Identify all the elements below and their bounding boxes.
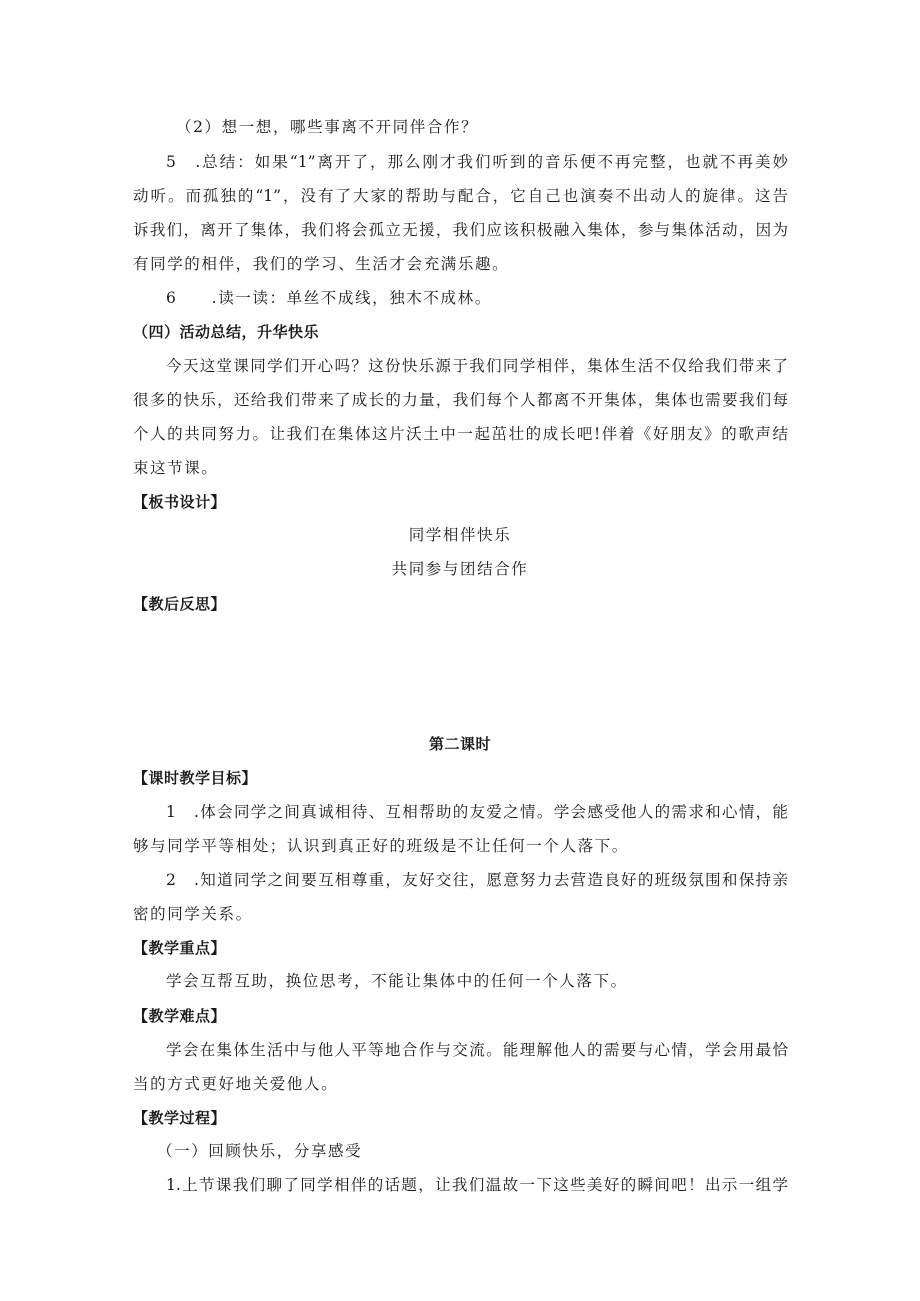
process-heading: 【教学过程】 <box>133 1109 227 1127</box>
reflection-heading: 【教后反思】 <box>133 595 227 613</box>
summary-paragraph-line-4: 束这节课。 <box>133 459 219 477</box>
difficulties-line-2: 当的方式更好地关爱他人。 <box>133 1075 339 1093</box>
difficulties-heading: 【教学难点】 <box>133 1007 227 1025</box>
question-2: （2）想一想，哪些事离不开同伴合作？ <box>176 118 479 136</box>
summary-paragraph-line-1: 今天这堂课同学们开心吗？这份快乐源于我们同学相伴，集体生活不仅给我们带来了 <box>166 357 788 375</box>
summary-step-5-line-4: 有同学的相伴，我们的学习、生活才会充满乐趣。 <box>133 255 510 273</box>
key-points-heading: 【教学重点】 <box>133 939 227 957</box>
read-step-6: 6 .读一读：单丝不成线，独木不成林。 <box>166 289 492 307</box>
board-line-2: 共同参与团结合作 <box>391 560 529 578</box>
summary-paragraph-line-3: 个人的共同努力。让我们在集体这片沃土中一起茁壮的成长吧!伴着《好朋友》的歌声结 <box>133 425 788 443</box>
process-step-1-title: （一）回顾快乐，分享感受 <box>157 1142 363 1160</box>
key-points-text: 学会互帮互助，换位思考，不能让集体中的任何一个人落下。 <box>166 972 628 990</box>
lesson-goals-heading: 【课时教学目标】 <box>133 769 258 787</box>
goal-1-line-2: 够与同学平等相处；认识到真正好的班级是不让任何一个人落下。 <box>133 837 629 855</box>
board-design-heading: 【板书设计】 <box>133 493 227 511</box>
summary-step-5-line-2: 动听。而孤独的“1”，没有了大家的帮助与配合，它自己也演奏不出动人的旋律。这告 <box>133 187 788 205</box>
section-heading-4: （四）活动总结，升华快乐 <box>133 323 320 341</box>
goal-2-line-2: 密的同学关系。 <box>133 905 253 923</box>
summary-step-5-line-3: 诉我们，离开了集体，我们将会孤立无援，我们应该积极融入集体，参与集体活动，因为 <box>133 221 788 239</box>
summary-paragraph-line-2: 很多的快乐，还给我们带来了成长的力量，我们每个人都离不开集体，集体也需要我们每 <box>133 391 788 409</box>
board-line-1: 同学相伴快乐 <box>408 526 512 544</box>
goal-1-line-1: 1 .体会同学之间真诚相待、互相帮助的友爱之情。学会感受他人的需求和心情，能 <box>166 803 788 821</box>
summary-step-5-line-1: 5 .总结：如果“1”离开了，那么刚才我们听到的音乐便不再完整，也就不再美妙 <box>166 153 788 171</box>
difficulties-line-1: 学会在集体生活中与他人平等地合作与交流。能理解他人的需要与心情，学会用最恰 <box>166 1041 788 1059</box>
goal-2-line-1: 2 .知道同学之间要互相尊重，友好交往，愿意努力去营造良好的班级氛围和保持亲 <box>166 871 788 889</box>
lesson-2-title: 第二课时 <box>428 735 491 753</box>
process-step-1-text: 1.上节课我们聊了同学相伴的话题，让我们温故一下这些美好的瞬间吧！出示一组学 <box>166 1176 788 1194</box>
